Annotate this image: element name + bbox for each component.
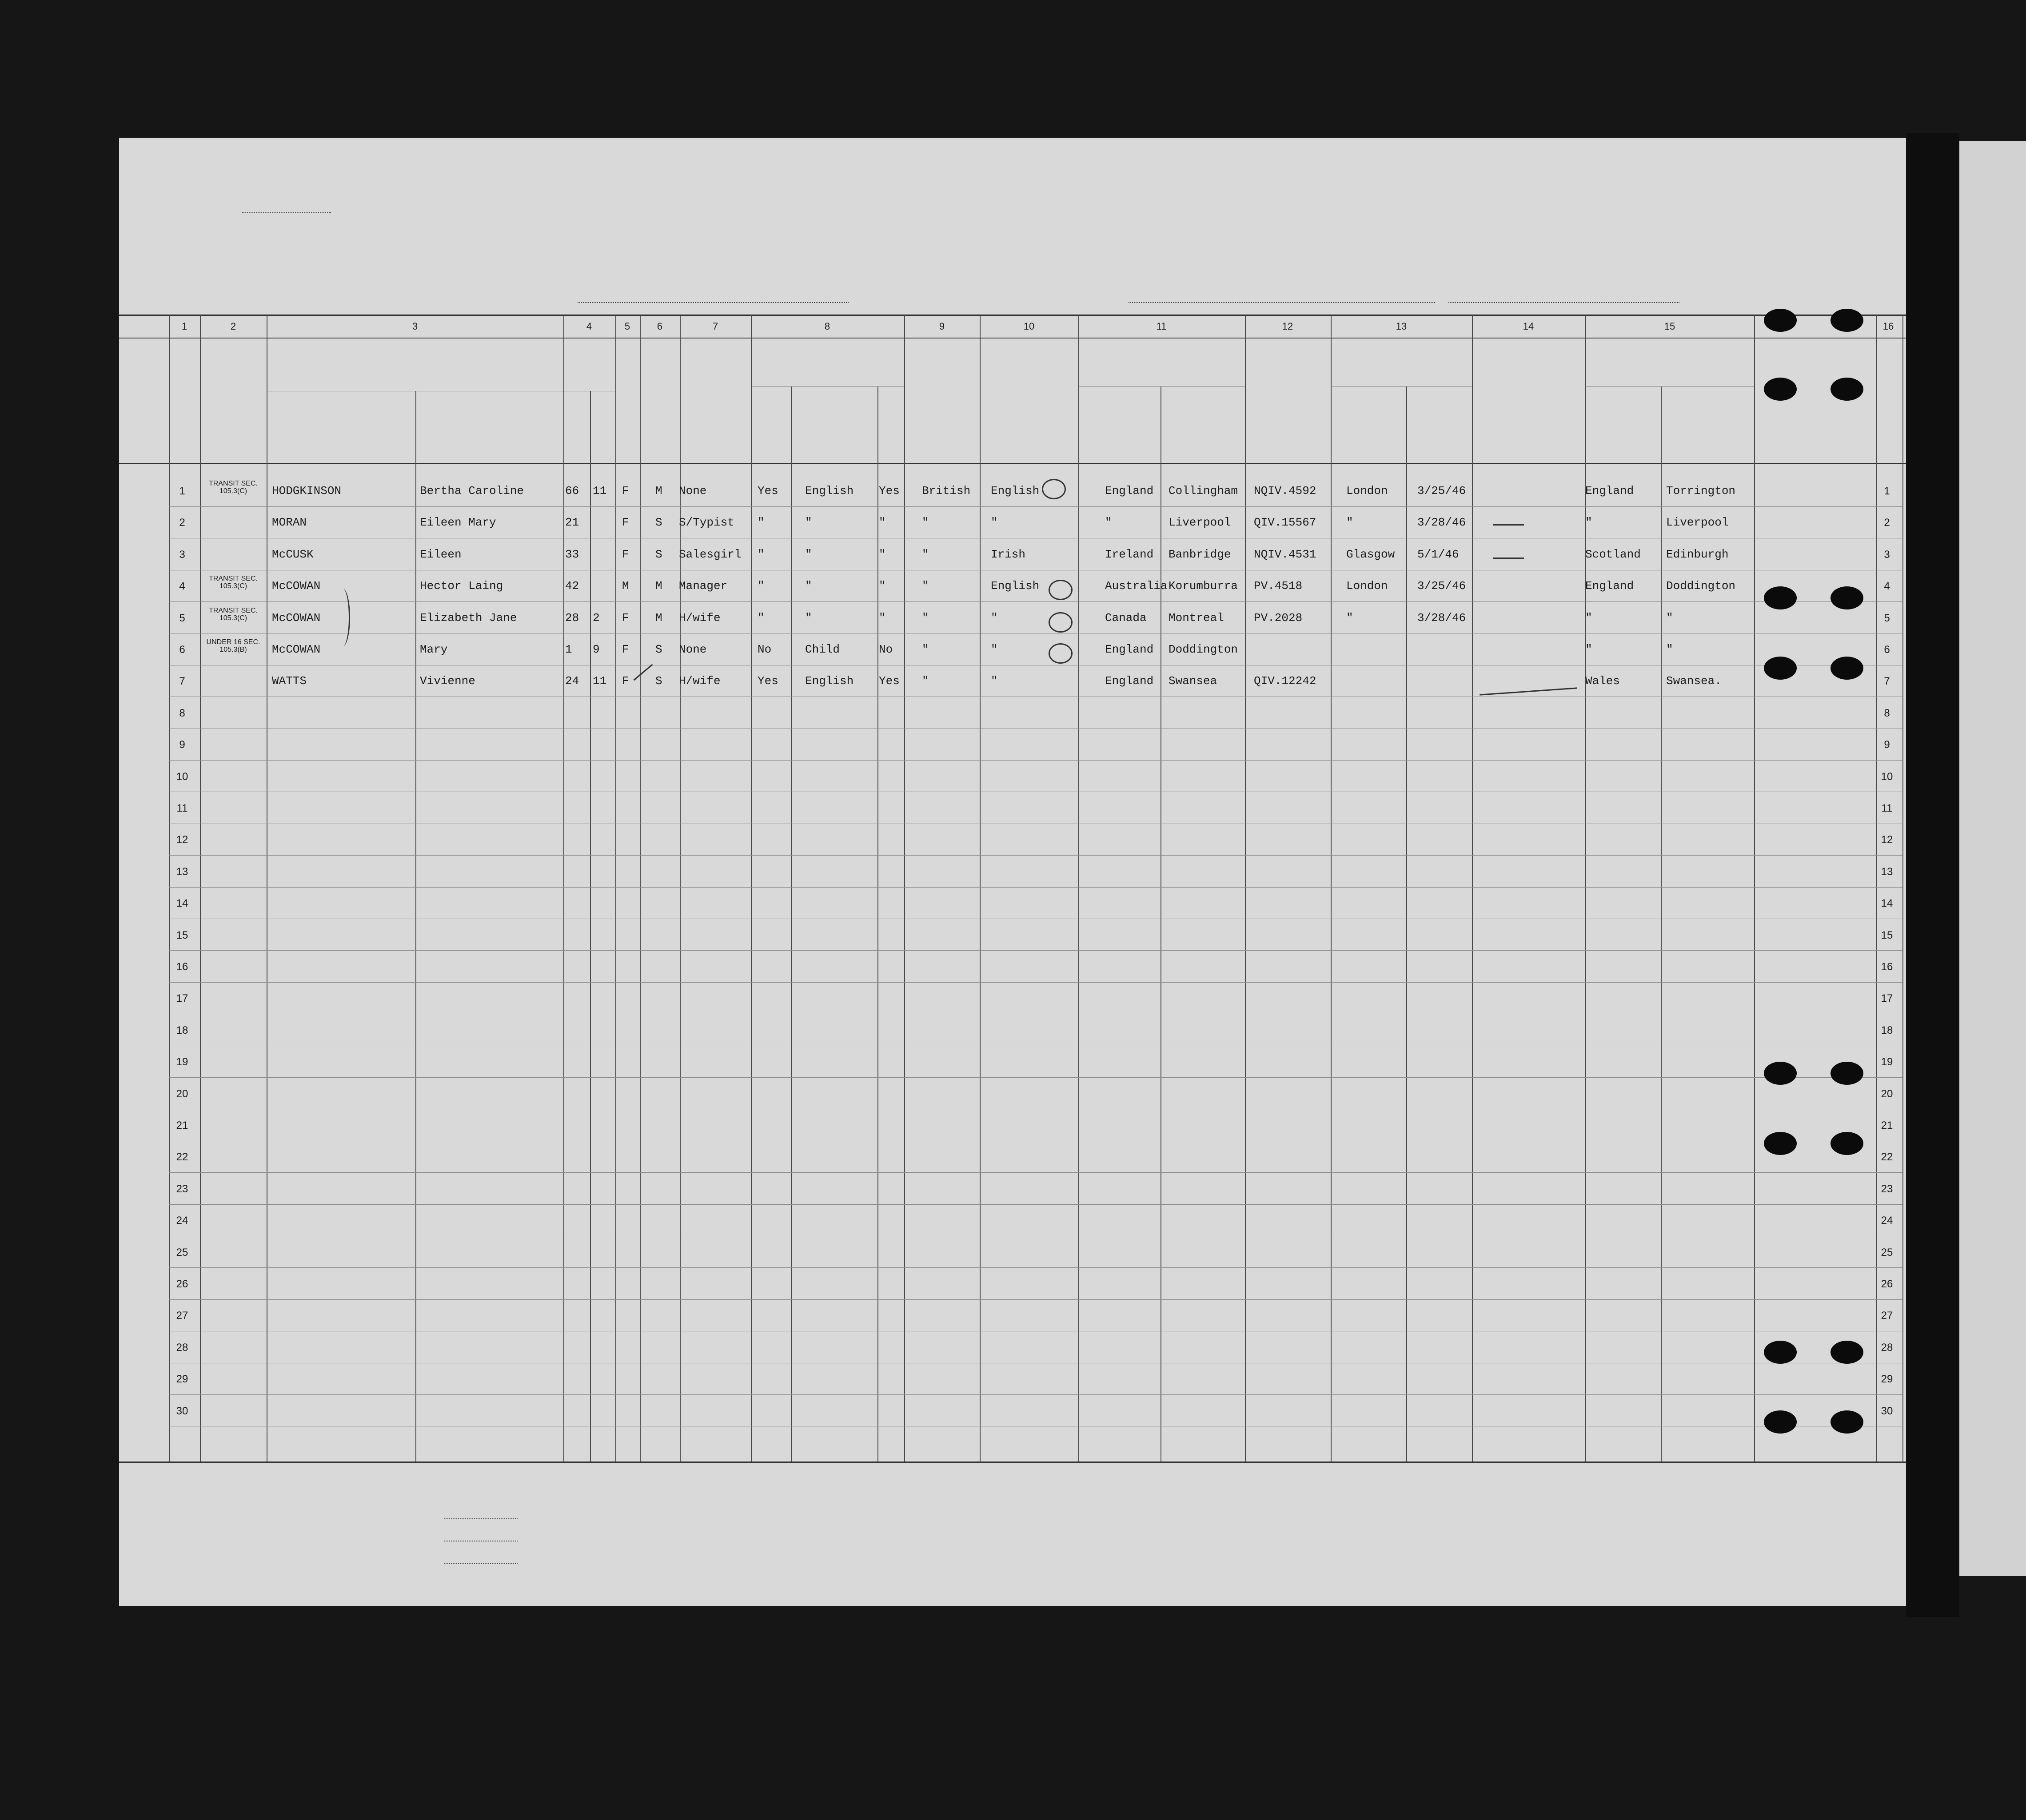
row-number: 23 (176, 1183, 188, 1195)
row-number: 12 (176, 834, 188, 846)
row-rule (169, 1267, 1902, 1268)
column-rule (980, 315, 981, 1462)
row-number-right: 21 (1881, 1119, 1893, 1131)
passenger-occ: Salesgirl (679, 547, 742, 561)
punch-hole (1764, 1410, 1797, 1434)
passenger-nat: " (922, 674, 929, 688)
column-rule (904, 315, 905, 1462)
passenger-occ: None (679, 643, 707, 656)
passenger-bcity: Collingham (1169, 484, 1238, 498)
passenger-bcity: Swansea (1169, 674, 1217, 688)
passenger-sex: F (622, 643, 629, 656)
row-number-right: 11 (1881, 802, 1893, 814)
column-rule (1245, 315, 1246, 1462)
passenger-write: " (879, 547, 886, 561)
passenger-given: Hector Laing (420, 579, 503, 593)
passenger-date: 5/1/46 (1417, 547, 1459, 561)
family-brace (335, 589, 350, 646)
row-number-right: 29 (1881, 1373, 1893, 1386)
passenger-read: " (758, 579, 765, 593)
row-number: 4 (179, 580, 185, 593)
row-number-right: 25 (1881, 1246, 1893, 1258)
passenger-rcity: Swansea. (1666, 674, 1722, 688)
punch-hole (1764, 1341, 1797, 1364)
row-number: 16 (176, 961, 188, 973)
passenger-ms: S (655, 516, 662, 530)
passenger-lang: English (805, 674, 854, 688)
table-bottom-rule (119, 1462, 1906, 1463)
manifest-sheet (119, 138, 1906, 1606)
column-rule (615, 315, 616, 1462)
column-number: 13 (1396, 321, 1407, 332)
row-number-right: 12 (1881, 834, 1893, 846)
passenger-bcountry: England (1105, 643, 1154, 656)
passenger-read: " (758, 516, 765, 530)
row-number: 9 (179, 739, 185, 751)
row-number: 28 (176, 1341, 188, 1354)
passenger-place: London (1346, 579, 1388, 593)
passenger-tax: TRANSIT SEC. 105.3(C) (209, 480, 258, 495)
row-number-right: 8 (1884, 707, 1890, 719)
passenger-bcity: Banbridge (1169, 547, 1231, 561)
row-number-right: 14 (1881, 897, 1893, 910)
row-number: 22 (176, 1151, 188, 1163)
passenger-bcountry: England (1105, 674, 1154, 688)
passenger-bcountry: Australia (1105, 579, 1168, 593)
row-number: 29 (176, 1373, 188, 1386)
passenger-mos: 11 (593, 484, 607, 498)
row-number: 20 (176, 1087, 188, 1100)
passenger-family: McCUSK (272, 547, 314, 561)
row-rule (169, 760, 1902, 761)
column-rule (1406, 386, 1407, 1462)
row-rule (169, 1204, 1902, 1205)
row-rule (169, 601, 1902, 602)
row-number-right: 20 (1881, 1087, 1893, 1100)
passenger-mos: 11 (593, 674, 607, 688)
passenger-rcountry: England (1585, 579, 1634, 593)
row-number-right: 9 (1884, 739, 1890, 751)
row-number: 3 (179, 548, 185, 561)
punch-hole (1831, 1062, 1863, 1085)
row-number: 6 (179, 644, 185, 656)
column-number: 3 (412, 321, 418, 332)
column-number: 14 (1523, 321, 1534, 332)
passenger-family: McCOWAN (272, 579, 321, 593)
column-number: 6 (657, 321, 663, 332)
column-rule (1754, 315, 1755, 1462)
passenger-sex: F (622, 516, 629, 530)
passenger-race: English (991, 579, 1040, 593)
passenger-ms: S (655, 643, 662, 656)
column-rule (1331, 315, 1332, 1462)
passenger-given: Eileen (420, 547, 462, 561)
row-number-right: 7 (1884, 675, 1890, 688)
passenger-ms: S (655, 674, 662, 688)
passenger-occ: Manager (679, 579, 728, 593)
passenger-rcity: Torrington (1666, 484, 1736, 498)
column-number: 1 (181, 321, 187, 332)
passenger-tax: TRANSIT SEC. 105.3(C) (209, 575, 258, 590)
column-rule (751, 315, 752, 1462)
row-number-right: 13 (1881, 865, 1893, 878)
annot-dash-2 (1493, 558, 1524, 559)
passenger-write: Yes (879, 484, 900, 498)
row-number: 2 (179, 517, 185, 529)
passenger-lang: English (805, 484, 854, 498)
aliens-line (444, 1563, 518, 1564)
passenger-date: 3/25/46 (1417, 579, 1466, 593)
punch-hole (1764, 586, 1797, 609)
port-line (1129, 302, 1435, 303)
passenger-lang: " (805, 579, 812, 593)
row-number: 7 (179, 675, 185, 688)
passenger-family: McCOWAN (272, 611, 321, 625)
passenger-read: " (758, 611, 765, 625)
row-number-right: 15 (1881, 929, 1893, 941)
passenger-tax: TRANSIT SEC. 105.3(C) (209, 606, 258, 622)
passenger-race: " (991, 516, 998, 530)
passenger-bcountry: England (1105, 484, 1154, 498)
total-passengers-line (444, 1518, 518, 1519)
passenger-rcity: Liverpool (1666, 516, 1729, 530)
passenger-yrs: 28 (565, 611, 579, 625)
column-rule (1902, 315, 1903, 1462)
row-rule (169, 1299, 1902, 1300)
birth-subrule (1078, 386, 1245, 387)
passenger-lang: Child (805, 643, 840, 656)
passenger-lang: " (805, 516, 812, 530)
row-number-right: 22 (1881, 1151, 1893, 1163)
passenger-sex: F (622, 547, 629, 561)
passenger-rcity: Edinburgh (1666, 547, 1729, 561)
punch-hole (1831, 1132, 1863, 1155)
passenger-read: No (758, 643, 772, 656)
passenger-rcountry: " (1585, 643, 1592, 656)
passenger-bcity: Montreal (1169, 611, 1224, 625)
passenger-place: London (1346, 484, 1388, 498)
column-rule (415, 391, 416, 1462)
row-number-right: 26 (1881, 1278, 1893, 1290)
passenger-sex: F (622, 484, 629, 498)
row-number-right: 3 (1884, 548, 1890, 561)
passenger-rcountry: Scotland (1585, 547, 1641, 561)
passenger-mos: 9 (593, 643, 600, 656)
passenger-occ: H/wife (679, 674, 721, 688)
passenger-lang: " (805, 547, 812, 561)
res-subrule (1585, 386, 1754, 387)
passenger-bcountry: Ireland (1105, 547, 1154, 561)
row-number: 15 (176, 929, 188, 941)
column-rule (1078, 315, 1079, 1462)
passenger-date: 3/25/46 (1417, 484, 1466, 498)
passenger-nat: " (922, 579, 929, 593)
passenger-place: " (1346, 516, 1353, 530)
row-number-right: 24 (1881, 1215, 1893, 1227)
row-number-right: 18 (1881, 1024, 1893, 1036)
row-number: 21 (176, 1119, 188, 1131)
passenger-write: No (879, 643, 893, 656)
column-number: 11 (1156, 321, 1167, 332)
passenger-rcountry: England (1585, 484, 1634, 498)
row-number: 30 (176, 1405, 188, 1417)
row-rule (169, 1172, 1902, 1173)
column-number: 4 (586, 321, 592, 332)
row-number: 14 (176, 897, 188, 910)
row-number: 26 (176, 1278, 188, 1290)
passenger-nat: " (922, 611, 929, 625)
passenger-ms: M (655, 484, 662, 498)
passenger-visa: QIV.12242 (1254, 674, 1316, 688)
column-rule (640, 315, 641, 1462)
passenger-nat: " (922, 516, 929, 530)
row-rule (169, 855, 1902, 856)
row-number-right: 16 (1881, 961, 1893, 973)
row-number: 5 (179, 612, 185, 624)
row-number: 8 (179, 707, 185, 719)
row-number-right: 28 (1881, 1341, 1893, 1354)
passenger-occ: S/Typist (679, 516, 734, 530)
column-rule (791, 386, 792, 1462)
row-rule (169, 950, 1902, 951)
passenger-bcity: Korumburra (1169, 579, 1238, 593)
passenger-read: Yes (758, 674, 778, 688)
passenger-place: Glasgow (1346, 547, 1395, 561)
passenger-rcountry: Wales (1585, 674, 1620, 688)
passenger-write: Yes (879, 674, 900, 688)
punch-hole (1831, 378, 1863, 401)
passenger-yrs: 24 (565, 674, 579, 688)
punch-hole (1764, 309, 1797, 332)
passenger-rcity: " (1666, 643, 1673, 656)
passenger-rcountry: " (1585, 611, 1592, 625)
punch-hole (1831, 1341, 1863, 1364)
passenger-family: McCOWAN (272, 643, 321, 656)
passenger-visa: PV.4518 (1254, 579, 1303, 593)
passenger-ms: S (655, 547, 662, 561)
punch-hole (1764, 1062, 1797, 1085)
page-gutter (1906, 133, 1959, 1617)
passenger-family: MORAN (272, 516, 307, 530)
row-number: 18 (176, 1024, 188, 1036)
passenger-race: " (991, 611, 998, 625)
passenger-visa: NQIV.4592 (1254, 484, 1316, 498)
punch-hole (1764, 378, 1797, 401)
row-number-right: 27 (1881, 1310, 1893, 1322)
punch-hole (1831, 657, 1863, 680)
row-number-right: 17 (1881, 992, 1893, 1005)
column-number: 12 (1282, 321, 1293, 332)
passenger-rcity: " (1666, 611, 1673, 625)
passenger-ms: M (655, 579, 662, 593)
passenger-family: HODGKINSON (272, 484, 342, 498)
passenger-visa: NQIV.4531 (1254, 547, 1316, 561)
passenger-given: Vivienne (420, 674, 475, 688)
column-rule (563, 315, 564, 1462)
passenger-bcity: Liverpool (1169, 516, 1231, 530)
passenger-place: " (1346, 611, 1353, 625)
passenger-tax: UNDER 16 SEC. 105.3(B) (206, 638, 260, 653)
circle-mark (1042, 479, 1066, 499)
passenger-date: 3/28/46 (1417, 516, 1466, 530)
passenger-date: 3/28/46 (1417, 611, 1466, 625)
passenger-sex: M (622, 579, 629, 593)
column-rule (877, 386, 878, 1462)
circle-mark (1049, 612, 1073, 633)
passenger-nat: " (922, 643, 929, 656)
row-rule (169, 982, 1902, 983)
passenger-bcity: Doddington (1169, 643, 1238, 656)
passenger-race: " (991, 643, 998, 656)
header-bottom-rule (119, 463, 1906, 464)
issued-subrule (1331, 386, 1472, 387)
passenger-bcountry: Canada (1105, 611, 1147, 625)
passenger-yrs: 21 (565, 516, 579, 530)
passenger-race: " (991, 674, 998, 688)
row-rule (169, 1394, 1902, 1395)
passenger-mos: 2 (593, 611, 600, 625)
row-number: 10 (176, 770, 188, 783)
passenger-occ: None (679, 484, 707, 498)
passenger-bcountry: " (1105, 516, 1112, 530)
passenger-yrs: 33 (565, 547, 579, 561)
column-number: 7 (712, 321, 718, 332)
column-number: 8 (824, 321, 830, 332)
passenger-write: " (879, 516, 886, 530)
punch-hole (1831, 586, 1863, 609)
row-number: 27 (176, 1310, 188, 1322)
column-number: 9 (939, 321, 945, 332)
passenger-sex: F (622, 611, 629, 625)
punch-hole (1831, 309, 1863, 332)
column-number: 15 (1664, 321, 1675, 332)
column-number: 16 (1882, 321, 1894, 332)
punch-hole (1764, 1132, 1797, 1155)
passenger-rcountry: " (1585, 516, 1592, 530)
table-top-rule (119, 315, 1906, 316)
colnum-rule (119, 338, 1906, 339)
passenger-given: Eileen Mary (420, 516, 496, 530)
passenger-occ: H/wife (679, 611, 721, 625)
row-number-right: 1 (1884, 485, 1890, 497)
date-line (1448, 302, 1679, 303)
column-rule (1472, 315, 1473, 1462)
column-number: 10 (1023, 321, 1035, 332)
punch-hole (1831, 1410, 1863, 1434)
column-number: 2 (230, 321, 236, 332)
row-rule (169, 1077, 1902, 1078)
passenger-sex: F (622, 674, 629, 688)
passenger-race: English (991, 484, 1040, 498)
row-number-right: 19 (1881, 1056, 1893, 1068)
passenger-visa: PV.2028 (1254, 611, 1303, 625)
able-subrule (751, 386, 904, 387)
row-rule (169, 506, 1902, 507)
row-number-right: 6 (1884, 644, 1890, 656)
passenger-race: Irish (991, 547, 1026, 561)
row-number-right: 4 (1884, 580, 1890, 593)
passenger-nat: " (922, 547, 929, 561)
row-number-right: 2 (1884, 517, 1890, 529)
row-number-right: 5 (1884, 612, 1890, 624)
passenger-family: WATTS (272, 674, 307, 688)
column-rule (590, 391, 591, 1462)
row-number: 25 (176, 1246, 188, 1258)
passenger-read: " (758, 547, 765, 561)
row-number: 11 (176, 802, 188, 814)
passenger-write: " (879, 579, 886, 593)
passenger-ms: M (655, 611, 662, 625)
row-number-right: 10 (1881, 770, 1893, 783)
punch-hole (1764, 657, 1797, 680)
passenger-yrs: 66 (565, 484, 579, 498)
column-rule (1661, 386, 1662, 1462)
passenger-yrs: 42 (565, 579, 579, 593)
ship-line (578, 302, 849, 303)
row-number: 1 (179, 485, 185, 497)
column-rule (200, 315, 201, 1462)
circle-mark (1049, 580, 1073, 600)
annot-dash-1 (1493, 524, 1524, 526)
passenger-given: Elizabeth Jane (420, 611, 517, 625)
passenger-lang: " (805, 611, 812, 625)
column-number: 5 (624, 321, 630, 332)
row-number: 19 (176, 1056, 188, 1068)
passenger-given: Bertha Caroline (420, 484, 524, 498)
passenger-visa: QIV.15567 (1254, 516, 1316, 530)
row-number: 13 (176, 865, 188, 878)
passenger-given: Mary (420, 643, 448, 656)
row-number-right: 23 (1881, 1183, 1893, 1195)
passenger-nat: British (922, 484, 971, 498)
passenger-rcity: Doddington (1666, 579, 1736, 593)
row-number: 24 (176, 1215, 188, 1227)
circle-mark (1049, 643, 1073, 664)
row-number-right: 30 (1881, 1405, 1893, 1417)
row-rule (169, 887, 1902, 888)
row-number: 17 (176, 992, 188, 1005)
passenger-read: Yes (758, 484, 778, 498)
passenger-write: " (879, 611, 886, 625)
list-line (242, 212, 331, 213)
passenger-yrs: 1 (565, 643, 572, 656)
